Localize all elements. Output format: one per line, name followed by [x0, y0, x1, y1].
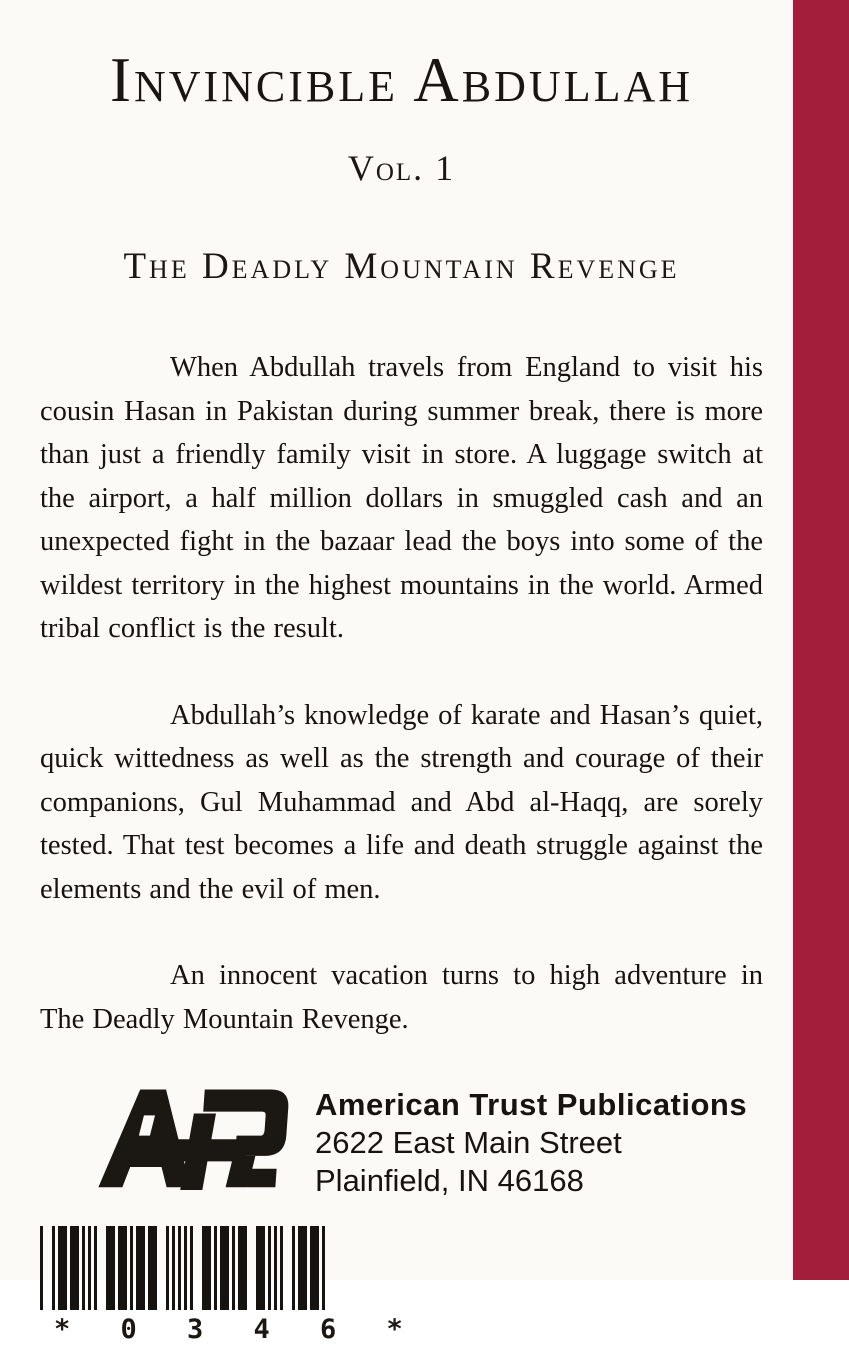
- blurb-paragraph-2: Abdullah’s knowledge of karate and Hasan’s quiet, quick wittedness as well as the strength and courage of their companions, Gul Muhammad and Abd al-Haqq, are sorely tested. That test becomes a life and death struggle against the elements and the evil of men.: [40, 699, 763, 905]
- publisher-name: American Trust Publications: [315, 1087, 748, 1123]
- barcode-label: * 0 3 4 6 *: [54, 1314, 409, 1345]
- blurb-paragraph-1: When Abdullah travels from England to visit his cousin Hasan in Pakistan during summer break, there is more than just a friendly family visit in store. A luggage switch at the airport, a half million dollars in smuggled cash and an unexpected fight in the bazaar lead the boys into some of the wildest territory in the highest mountains in the world. Armed tribal conflict is the result.: [40, 352, 763, 645]
- barcode-bars: [40, 1226, 330, 1310]
- publisher-block: [95, 1084, 763, 1200]
- publisher-city: Plainfield, IN 46168: [315, 1163, 584, 1199]
- publisher-street: 2622 East Main Street: [315, 1125, 622, 1161]
- barcode: [40, 1226, 409, 1345]
- book-title: Invincible Abdullah: [109, 45, 694, 115]
- volume-label: Vol. 1: [347, 148, 456, 189]
- back-cover-blurb: [40, 346, 763, 1041]
- blurb-paragraph-3: An innocent vacation turns to high adventure in The Deadly Mountain Revenge.: [40, 960, 763, 1035]
- atp-logo-icon: [95, 1084, 295, 1190]
- spine-stripe: [793, 0, 849, 1280]
- publisher-address: [315, 1084, 747, 1200]
- book-subtitle: The Deadly Mountain Revenge: [123, 246, 680, 288]
